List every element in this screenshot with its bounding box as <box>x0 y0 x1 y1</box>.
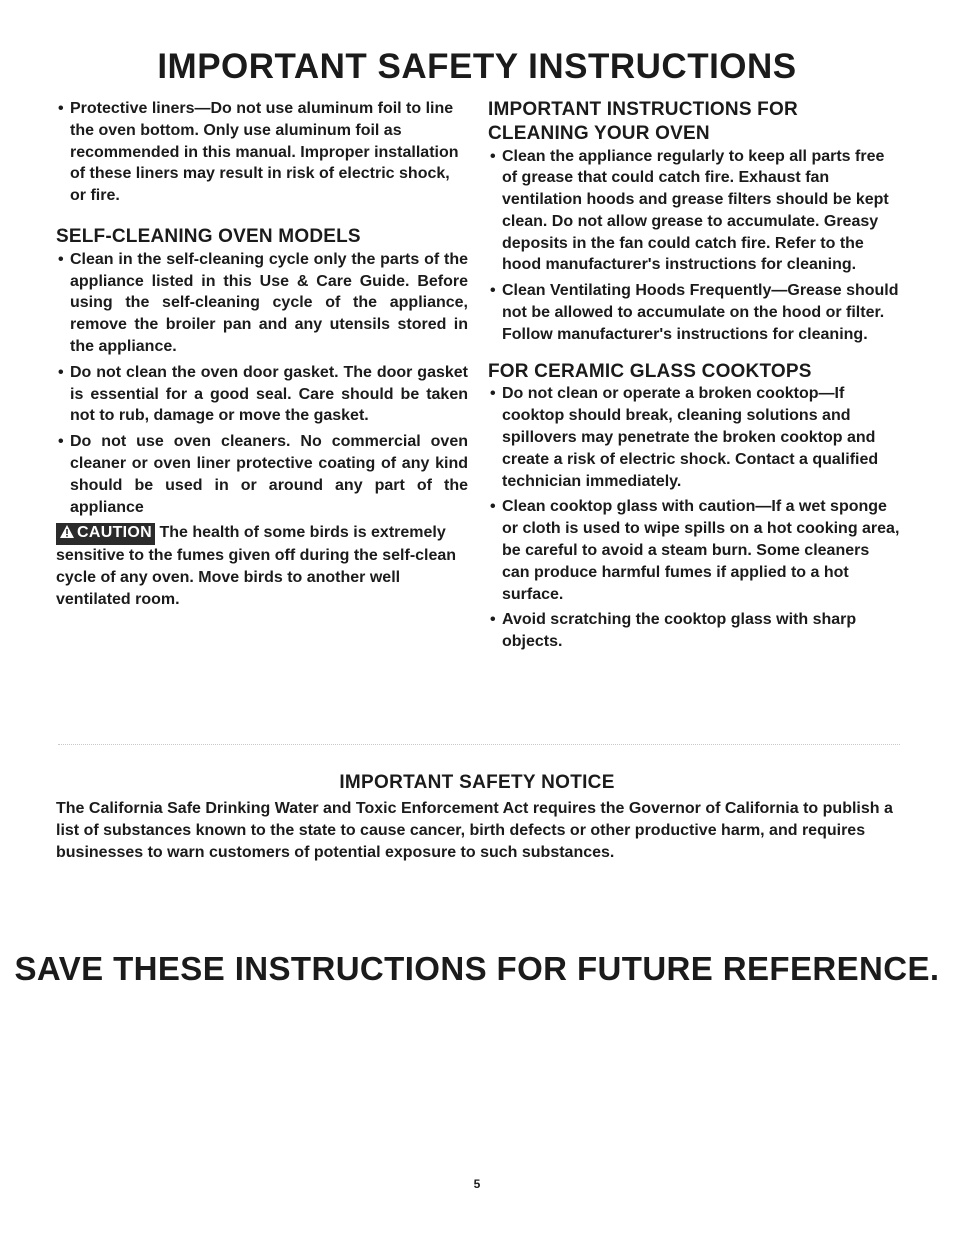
notice-body: The California Safe Drinking Water and Toxic Enforcement Act requires the Governor of California to publish a list of substances known to the state to cause cancer, birth defects or other productive harm, and requires businesses to warn customers of potential exposure to such substances. <box>56 800 893 861</box>
caution-paragraph <box>56 522 468 610</box>
ceramic-bullet-1: • Do not clean or operate a broken cooktop—If cooktop should break, cleaning solutions and spillovers may penetrate the broken cooktop and create a risk of electric shock. Contact a qualified technician immediately. <box>488 383 900 492</box>
section-divider <box>58 744 900 745</box>
left-column <box>56 98 468 611</box>
caution-label: CAUTION <box>77 524 152 542</box>
ceramic-bullet-3: • Avoid scratching the cooktop glass with sharp objects. <box>488 609 900 653</box>
caution-text: The health of some birds is extremely sensitive to the fumes given off during the self-clean cycle of any oven. Move birds to another well ventilated room. <box>56 524 457 608</box>
ceramic-bullet-2: • Clean cooktop glass with caution—If a wet sponge or cloth is used to wipe spills on a hot cooking area, be careful to avoid a steam burn. Some cleaners can produce harmful fumes if applied to a hot surface. <box>488 496 900 605</box>
self-clean-bullet-1: • Clean in the self-cleaning cycle only the parts of the appliance listed in this Use & Care Guide. Before using the self-cleaning cycle of the appliance, remove the broiler pan and any utensils stored in the appliance. <box>56 249 468 358</box>
cleaning-heading-line2: CLEANING YOUR OVEN <box>488 122 710 144</box>
notice-title: IMPORTANT SAFETY NOTICE <box>339 772 615 793</box>
page-number: 5 <box>473 1177 481 1191</box>
cleaning-heading-line1: IMPORTANT INSTRUCTIONS FOR <box>488 99 798 120</box>
cleaning-bullet-2: • Clean Ventilating Hoods Frequently—Grease should not be allowed to accumulate on the hood or filter. Follow manufacturer's instructions for cleaning. <box>488 280 900 345</box>
ceramic-heading: FOR CERAMIC GLASS COOKTOPS <box>488 360 812 382</box>
self-clean-bullet-3: • Do not use oven cleaners. No commercial oven cleaner or oven liner protective coating of any kind should be used in or around any part of the appliance <box>56 431 468 518</box>
save-instructions-title: SAVE THESE INSTRUCTIONS FOR FUTURE REFERENCE. <box>14 950 940 987</box>
cleaning-heading <box>488 98 900 146</box>
self-cleaning-heading: SELF-CLEANING OVEN MODELS <box>56 225 361 247</box>
warning-triangle-icon <box>59 524 75 545</box>
page-title: IMPORTANT SAFETY INSTRUCTIONS <box>157 47 797 86</box>
liners-bullet: • Protective liners—Do not use aluminum foil to line the oven bottom. Only use aluminum foil as recommended in this manual. Improper installation of these liners may result in risk of electric shock, or fire. <box>56 98 468 207</box>
cleaning-bullet-1: • Clean the appliance regularly to keep all parts free of grease that could catch fire. Exhaust fan ventilation hoods and grease filters should be kept clean. Do not allow grease to accumulate. Greasy deposits in the fan could catch fire. Refer to the hood manufacturer's instructions for cleaning. <box>488 146 900 277</box>
caution-badge <box>56 523 155 545</box>
self-clean-bullet-2: • Do not clean the oven door gasket. The door gasket is essential for a good seal. Care should be taken not to rub, damage or move the gasket. <box>56 362 468 427</box>
right-column <box>488 98 900 657</box>
